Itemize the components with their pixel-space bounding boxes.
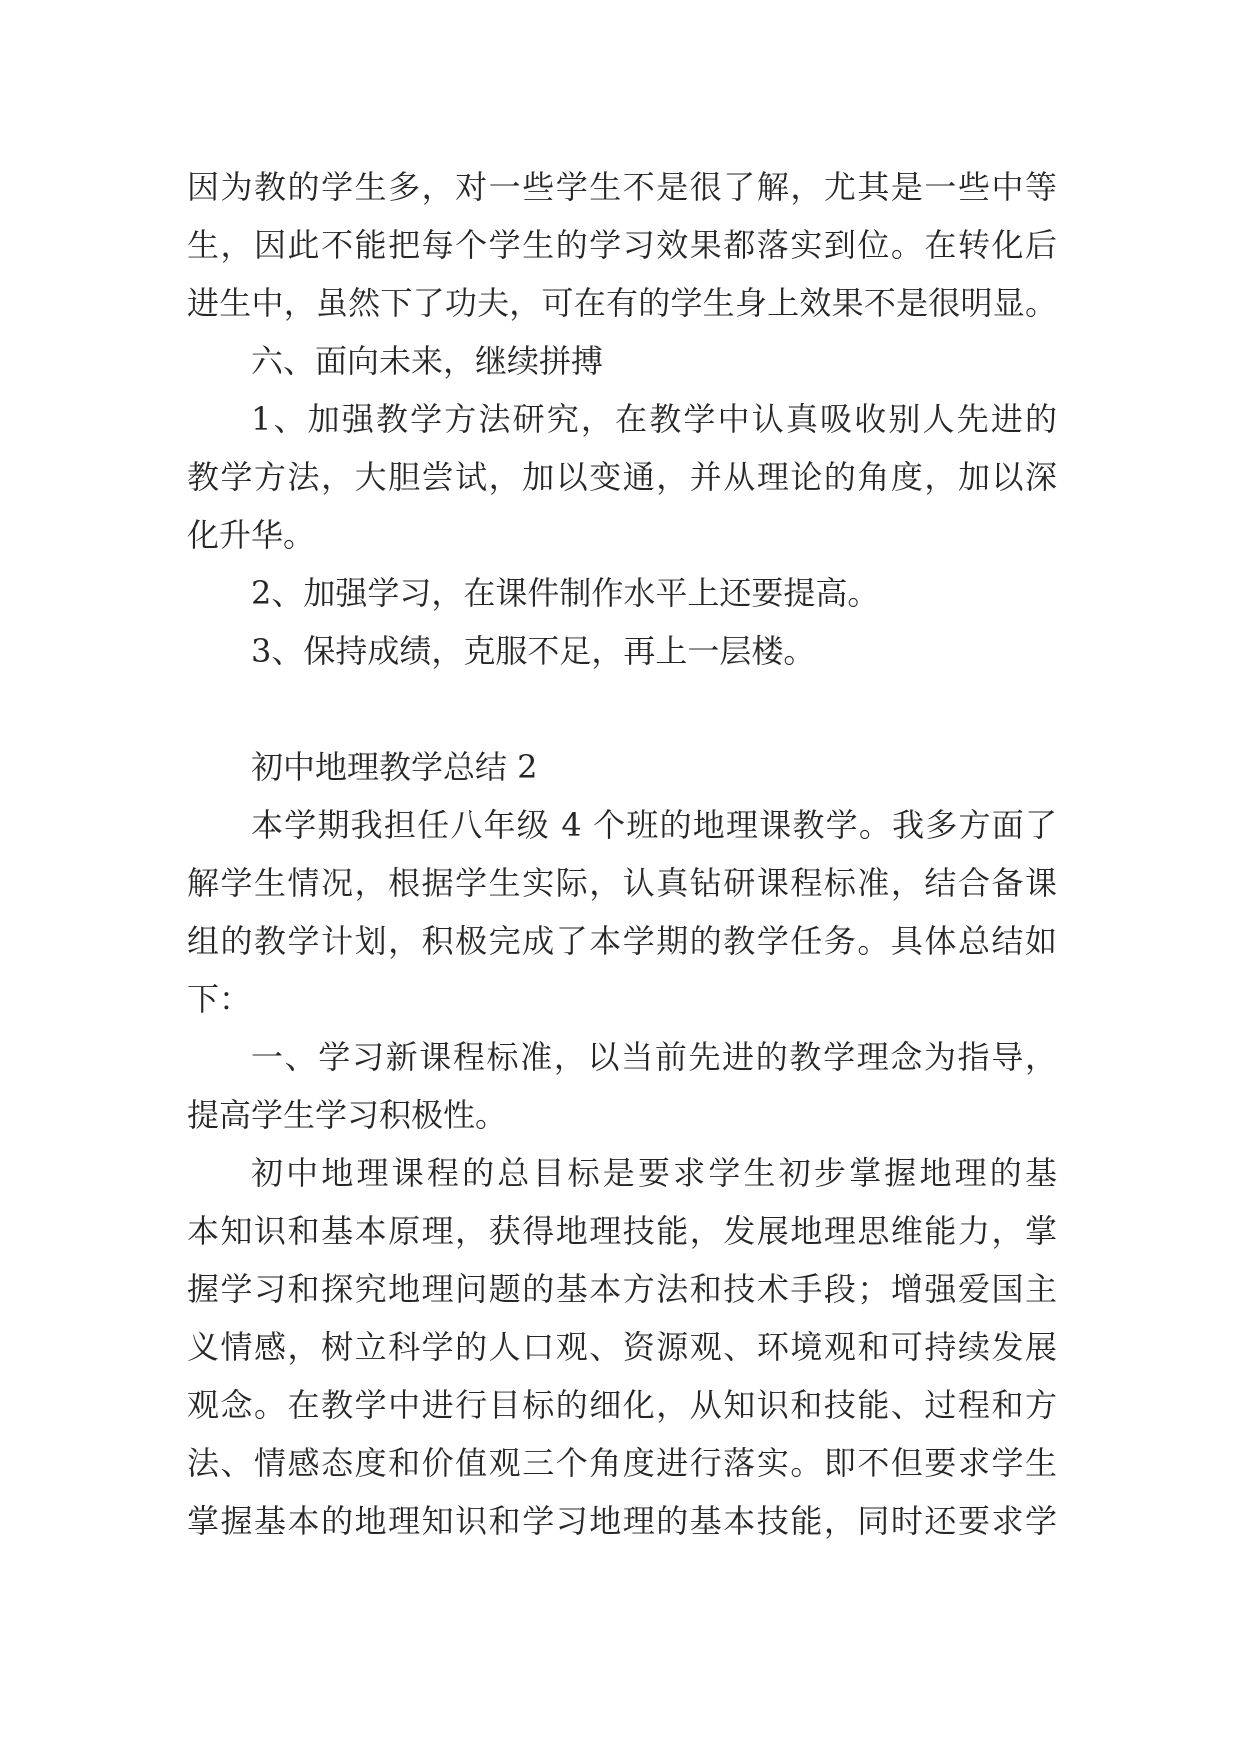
text-line: 初中地理课程的总目标是要求学生初步掌握地理的基 (251, 1154, 1057, 1192)
text-line: 下： (187, 980, 252, 1018)
text-line: 教学方法，大胆尝试，加以变通，并从理论的角度，加以深 (187, 458, 1057, 496)
text-line: 2、加强学习，在课件制作水平上还要提高。 (251, 574, 880, 612)
text-line: 1、加强教学方法研究，在教学中认真吸收别人先进的 (251, 400, 1057, 438)
text-line: 3、保持成绩，克服不足，再上一层楼。 (251, 632, 816, 670)
section-heading: 一、学习新课程标准，以当前先进的教学理念为指导， (251, 1038, 1057, 1076)
text-line: 握学习和探究地理问题的基本方法和技术手段；增强爱国主 (187, 1270, 1057, 1308)
text-line: 因为教的学生多，对一些学生不是很了解，尤其是一些中等 (187, 168, 1057, 206)
text-line: 掌握基本的地理知识和学习地理的基本技能，同时还要求学 (187, 1502, 1057, 1540)
text-line: 组的教学计划，积极完成了本学期的教学任务。具体总结如 (187, 922, 1057, 960)
text-line: 法、情感态度和价值观三个角度进行落实。即不但要求学生 (187, 1444, 1057, 1482)
text-line: 生，因此不能把每个学生的学习效果都落实到位。在转化后 (187, 226, 1057, 264)
section-heading: 六、面向未来，继续拼搏 (251, 342, 604, 380)
text-line: 提高学生学习积极性。 (187, 1096, 508, 1134)
blank-line (187, 680, 1057, 738)
text-line: 进生中，虽然下了功夫，可在有的学生身上效果不是很明显。 (187, 284, 1057, 322)
text-line: 化升华。 (187, 516, 316, 554)
text-line: 本学期我担任八年级 4 个班的地理课教学。我多方面了 (251, 806, 1057, 844)
text-line: 本知识和基本原理，获得地理技能，发展地理思维能力，掌 (187, 1212, 1057, 1250)
text-line: 义情感，树立科学的人口观、资源观、环境观和可持续发展 (187, 1328, 1057, 1366)
document-title: 初中地理教学总结 2 (251, 748, 538, 786)
text-line: 解学生情况，根据学生实际，认真钻研课程标准，结合备课 (187, 864, 1057, 902)
text-line: 观念。在教学中进行目标的细化，从知识和技能、过程和方 (187, 1386, 1057, 1424)
document-body (187, 158, 1057, 1550)
